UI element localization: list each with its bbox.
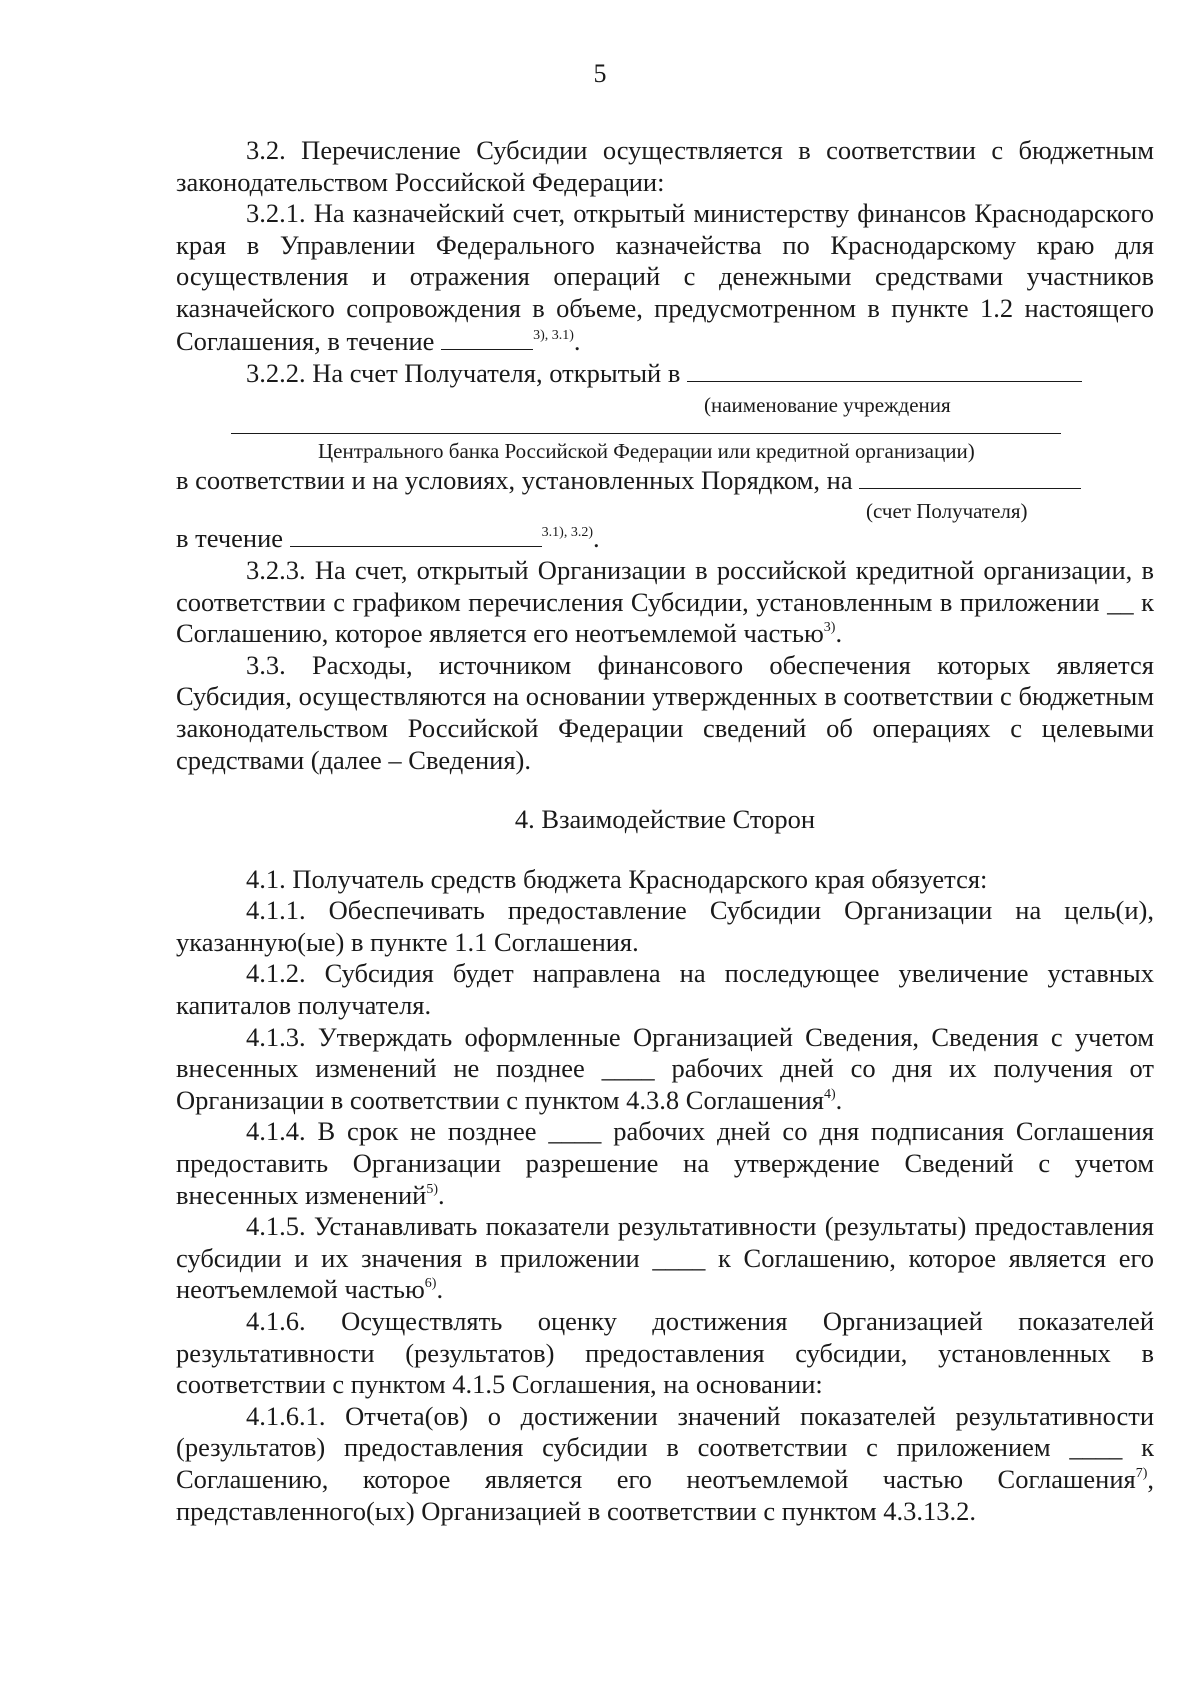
term-label: в течение [176,523,284,554]
note-account: (счет Получателя) [866,499,1028,524]
footnote-ref: 3.1), 3.2) [541,525,593,541]
clause-3-2-2-cont-text: в соответствии и на условиях, установленных Порядком, на [176,464,853,495]
clause-3-2: 3.2. Перечисление Субсидии осуществляется в соответствии с бюджетным законодательством Российской Федерации: [176,135,1154,197]
clause-4-1-6-1 [176,1401,1154,1527]
clause-4-1-1: 4.1.1. Обеспечивать предоставление Субсидии Организации на цель(и), указанную(ые) в пункте 1.1 Соглашения. [176,895,1154,957]
section-4-heading: 4. Взаимодействие Сторон [514,804,816,835]
clause-4-1-3: 4.1.3. Утверждать оформленные Организацией Сведения, Сведения с учетом внесенных изменений не позднее ____ рабочих дней со дня их получения от Организации в соответствии с пунктом 4.3.8 Соглашения$^{4)}$. [176,1021,1154,1115]
footnote-ref: 7) [1135,1465,1148,1481]
footnote-ref: 3), 3.1) [533,327,574,343]
clause-4-1: 4.1. Получатель средств бюджета Краснодарского края обязуется: [246,863,988,894]
clause-3-2-1-text: 3.2.1. На казначейский счет, открытый министерству финансов Краснодарского края в Управлении Федерального казначейства по Краснодарскому краю для осуществления и отражения операций с денежными средствами участников казначейского сопровождения в объеме, предусмотренном в пункте 1.2 настоящего Соглашения, в течение [176,198,1154,356]
account-blank [859,464,1081,489]
footnote-ref: 4) [823,1086,836,1102]
clause-4-1-6-1-tail: , представленного(ых) Организацией в соответствии с пунктом 4.3.13.2. [176,1463,1154,1526]
clause-4-1-3-text: 4.1.3. Утверждать оформленные Организацией Сведения, Сведения с учетом внесенных изменений не позднее ____ рабочих дней со дня их получения от Организации в соответствии с пунктом 4.3.8 Соглашения [176,1021,1154,1115]
page-number: 5 [593,59,607,88]
footnote-ref: 3) [823,620,836,636]
clause-4-1-2: 4.1.2. Субсидия будет направлена на последующее увеличение уставных капиталов получателя. [176,958,1154,1021]
note-bank: Центрального банка Российской Федерации или кредитной организации) [318,438,975,463]
clause-4-1-6: 4.1.6. Осуществлять оценку достижения Организацией показателей результативности (результатов) предоставления субсидии, установленных в соответствии с пунктом 4.1.5 Соглашения, на основании: [176,1306,1154,1400]
footnote-ref: 5) [426,1181,438,1197]
bank-name-line [231,418,1061,434]
note-institution: (наименование учреждения [704,392,951,417]
clause-3-2-2-continued [176,464,1154,497]
clause-4-1-4-text: 4.1.4. В срок не позднее ____ рабочих дней со дня подписания Соглашения предоставить Организации разрешение на утверждение Сведений с учетом внесенных изменений [176,1116,1154,1210]
clause-3-3: 3.3. Расходы, источником финансового обеспечения которых является Субсидия, осуществляются на основании утвержденных в соответствии с бюджетным законодательством Российской Федерации сведений об операциях с целевыми средствами (далее – Сведения). [176,649,1154,775]
clause-3-2-3-text: 3.2.3. На счет, открытый Организации в российской кредитной организации, в соответствии с графиком перечисления Субсидии, установленным в приложении __ к Соглашению, которое является его неотъемлемой частью [176,554,1154,649]
clause-3-2-3: 3.2.3. На счет, открытый Организации в российской кредитной организации, в соответствии с графиком перечисления Субсидии, установленным в приложении __ к Соглашению, которое является его неотъемлемой частью$^{3)}$. [176,554,1154,649]
clause-4-1-4: 4.1.4. В срок не позднее ____ рабочих дней со дня подписания Соглашения предоставить Организации разрешение на утверждение Сведений с учетом внесенных изменений$^{5)}$. [176,1116,1154,1210]
clause-4-1-5: 4.1.5. Устанавливать показатели результативности (результаты) предоставления субсидии и их значения в приложении ____ к Соглашению, которое является его неотъемлемой частью$^{6)}$. [176,1211,1154,1305]
term-blank-2 [290,522,542,547]
footnote-ref: 6) [424,1276,437,1292]
clause-3-2-1: 3.2.1. На казначейский счет, открытый министерству финансов Краснодарского края в Управлении Федерального казначейства по Краснодарскому краю для осуществления и отражения операций с денежными средствами участников казначейского сопровождения в объеме, предусмотренном в пункте 1.2 настоящего Соглашения, в течение $^{3), 3.1)}$. [176,198,1154,356]
bank-name-blank [687,357,1082,382]
clause-3-2-2 [176,357,1154,390]
term-blank [441,325,533,350]
clause-4-1-5-text: 4.1.5. Устанавливать показатели результативности (результаты) предоставления субсидии и их значения в приложении ____ к Соглашению, которое является его неотъемлемой частью [176,1211,1154,1305]
clause-3-2-2-text: 3.2.2. На счет Получателя, открытый в [246,358,681,389]
document-body [176,135,1154,1527]
clause-3-2-2-term: в течение $^{3.1), 3.2)}$. [176,523,600,554]
clause-4-1-6-1-text: 4.1.6.1. Отчета(ов) о достижении значений показателей результативности (результатов) предоставления субсидии в соответствии с приложением ____ к Соглашению, которое является его неотъемлемой частью Соглашения [176,1400,1154,1494]
